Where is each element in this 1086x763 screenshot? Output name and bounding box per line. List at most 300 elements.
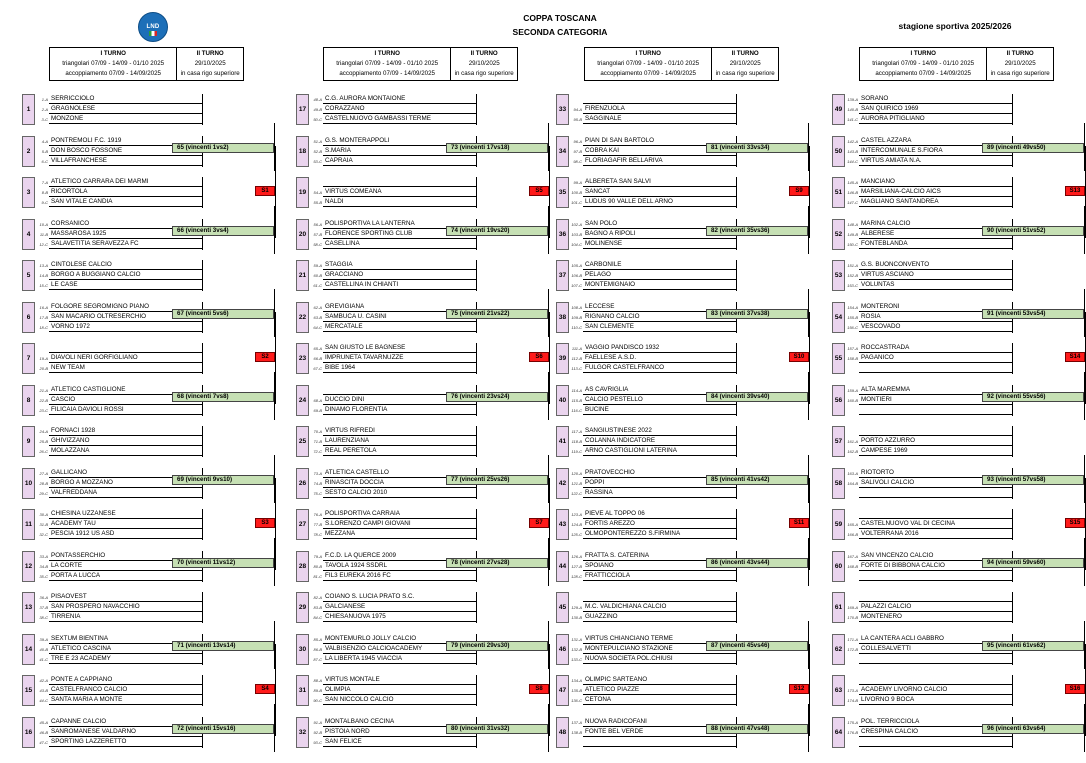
- semifinal-slot: S12: [789, 684, 809, 694]
- header-text: accoppiamento 07/09 - 14/09/2025: [875, 70, 971, 77]
- team-code: 51-A: [313, 139, 322, 144]
- group-number: 40: [556, 385, 569, 416]
- team-name: SALIVOLI CALCIO: [859, 478, 1012, 488]
- team-name: ATLETICO CARRARA DEI MARMI: [49, 177, 202, 187]
- page-title: COPPA TOSCANA: [523, 13, 597, 23]
- group-number: 56: [832, 385, 845, 416]
- group-number: 14: [22, 634, 35, 665]
- team-code: 144-C: [847, 159, 858, 164]
- team-code: 27-A: [39, 471, 48, 476]
- group-number: 51: [832, 177, 845, 208]
- team-name: POLISPORTIVA CARRAIA: [323, 509, 476, 519]
- bracket-line: [736, 260, 737, 291]
- team-name: AS CAVRIGLIA: [583, 385, 736, 395]
- header-text: II TURNO: [731, 50, 759, 57]
- group-number: 24: [296, 385, 309, 416]
- team-name: MARSILIANA-CALCIO AICS: [859, 187, 1012, 197]
- team-name: LUDUS 90 VALLE DELL ARNO: [583, 197, 736, 207]
- team-name: TAVOLA 1924 SSDRL: [323, 561, 476, 571]
- team-code: 38-C: [39, 615, 48, 620]
- team-name: MONTEPULCIANO STAZIONE: [583, 644, 736, 654]
- team-name: SAN QUIRICO 1969: [859, 104, 1012, 114]
- team-name: ATLETICA CASTELLO: [323, 468, 476, 478]
- group-number: 6: [22, 302, 35, 333]
- header-text: II TURNO: [1006, 50, 1034, 57]
- team-code: 110-C: [571, 325, 582, 330]
- team-code: 109-B: [571, 315, 582, 320]
- team-code: 129-A: [571, 605, 582, 610]
- group-number: 30: [296, 634, 309, 665]
- team-code: 31-B: [39, 522, 48, 527]
- team-code: 4-A: [41, 139, 48, 144]
- team-name: FLORIAGAFIR BELLARIVA: [583, 156, 736, 166]
- winner-slot: 88 (vincenti 47vs48): [706, 724, 808, 734]
- team-name: LA CANTERA ACLI GABBRO: [859, 634, 1012, 644]
- group-number: 13: [22, 592, 35, 623]
- team-code: 169-A: [847, 605, 858, 610]
- header-text: I TURNO: [910, 50, 936, 57]
- group-number: 5: [22, 260, 35, 291]
- team-code: 154-A: [847, 305, 858, 310]
- team-name: SAN POLO: [583, 219, 736, 229]
- team-code: 73-A: [313, 471, 322, 476]
- bracket-line: [476, 426, 477, 457]
- team-name: SANROMANESE VALDARNO: [49, 727, 202, 737]
- semifinal-slot: S11: [789, 518, 809, 528]
- group-number: 39: [556, 343, 569, 374]
- team-code: 128-C: [571, 574, 582, 579]
- team-name: VIRTUS MONTALE: [323, 675, 476, 685]
- winner-slot: 95 (vincenti 61vs62): [982, 641, 1084, 651]
- team-code: 56-A: [313, 222, 322, 227]
- team-code: 32-C: [39, 532, 48, 537]
- team-code: 151-A: [847, 263, 858, 268]
- team-code: 10-A: [39, 222, 48, 227]
- winner-slot: 84 (vincenti 39vs40): [706, 392, 808, 402]
- team-code: 16-A: [39, 305, 48, 310]
- team-name: [859, 426, 1012, 436]
- team-code: 30-A: [39, 512, 48, 517]
- team-name: PISTOIA NORD: [323, 727, 476, 737]
- team-name: MAGLIANO SANTANDREA: [859, 197, 1012, 207]
- team-name: GUAZZINO: [583, 612, 736, 622]
- team-code: 133-C: [571, 657, 582, 662]
- semifinal-slot: S3: [255, 518, 275, 528]
- team-code: 172-B: [847, 647, 858, 652]
- team-name: SESTO CALCIO 2010: [323, 488, 476, 498]
- team-code: 66-B: [313, 356, 322, 361]
- team-code: 101-C: [571, 200, 582, 205]
- group-number: 26: [296, 468, 309, 499]
- group-number: 60: [832, 551, 845, 582]
- team-code: 87-C: [313, 657, 322, 662]
- team-code: 140-B: [847, 107, 858, 112]
- team-name: VIRTUS COMEANA: [323, 187, 476, 197]
- bracket-line: [1012, 675, 1013, 706]
- team-code: 119-C: [571, 449, 582, 454]
- team-name: POLISPORTIVA LA LANTERNA: [323, 219, 476, 229]
- team-name: OLMOPONTEREZZO S.FIRMINA: [583, 529, 736, 539]
- team-code: 143-B: [847, 149, 858, 154]
- team-code: 102-A: [571, 222, 582, 227]
- team-name: LECCESE: [583, 302, 736, 312]
- team-name: MONTIERI: [859, 395, 1012, 405]
- header-text: accoppiamento 07/09 - 14/09/2025: [600, 70, 696, 77]
- winner-slot: 65 (vincenti 1vs2): [172, 143, 274, 153]
- header-text: 29/10/2025: [729, 60, 761, 67]
- winner-slot: 68 (vincenti 7vs8): [172, 392, 274, 402]
- team-code: 33-A: [39, 554, 48, 559]
- team-code: 147-C: [847, 200, 858, 205]
- team-name: PORTO AZZURRO: [859, 436, 1012, 446]
- winner-slot: 82 (vincenti 35vs36): [706, 226, 808, 236]
- bracket-line: [1012, 343, 1013, 374]
- group-number: 64: [832, 717, 845, 748]
- winner-slot: 78 (vincenti 27vs28): [446, 558, 548, 568]
- semifinal-slot: S15: [1065, 518, 1085, 528]
- team-name: LE CASE: [49, 280, 202, 290]
- team-name: RIOTORTO: [859, 468, 1012, 478]
- bracket-line: [275, 478, 276, 570]
- team-code: 174-B: [847, 698, 858, 703]
- team-code: 57-B: [313, 232, 322, 237]
- team-name: VESCOVADO: [859, 322, 1012, 332]
- team-code: 40-B: [39, 647, 48, 652]
- winner-slot: 91 (vincenti 53vs54): [982, 309, 1084, 319]
- bracket-line: [202, 177, 203, 208]
- team-code: 60-B: [313, 273, 322, 278]
- team-name: VIRTUS RIFREDI: [323, 426, 476, 436]
- team-code: 15-C: [39, 283, 48, 288]
- team-name: CETONA: [583, 695, 736, 705]
- team-name: MANCIANO: [859, 177, 1012, 187]
- team-code: 175-A: [847, 720, 858, 725]
- team-name: MASSAROSA 1925: [49, 229, 202, 239]
- group-number: 21: [296, 260, 309, 291]
- team-name: VOLUNTAS: [859, 280, 1012, 290]
- team-code: 114-A: [571, 388, 582, 393]
- winner-slot: 74 (vincenti 19vs20): [446, 226, 548, 236]
- team-name: PRATOVECCHIO: [583, 468, 736, 478]
- group-number: 8: [22, 385, 35, 416]
- team-code: 14-B: [39, 273, 48, 278]
- team-name: RINASCITA DOCCIA: [323, 478, 476, 488]
- bracket-line: [1012, 177, 1013, 208]
- group-number: 1: [22, 94, 35, 125]
- team-name: FILICAIA DAVIOLI ROSSI: [49, 405, 202, 415]
- team-name: PONTREMOLI F.C. 1919: [49, 136, 202, 146]
- group-number: 15: [22, 675, 35, 706]
- team-code: 170-B: [847, 615, 858, 620]
- team-name: PISAOVEST: [49, 592, 202, 602]
- team-name: PONTASSERCHIO: [49, 551, 202, 561]
- team-name: FULGOR CASTELFRANCO: [583, 363, 736, 373]
- header-text: triangolari 07/09 - 14/09 - 01/10 2025: [872, 60, 975, 67]
- bracket-line: [736, 675, 737, 706]
- semifinal-slot: S16: [1065, 684, 1085, 694]
- bracket-line: [476, 177, 477, 208]
- team-code: 93-C: [313, 740, 322, 745]
- header-text: I TURNO: [100, 50, 126, 57]
- winner-slot: 85 (vincenti 41vs42): [706, 475, 808, 485]
- team-name: ATLETICO CASTIGLIONE: [49, 385, 202, 395]
- group-number: 47: [556, 675, 569, 706]
- team-code: 155-B: [847, 315, 858, 320]
- group-number: 16: [22, 717, 35, 748]
- winner-slot: 92 (vincenti 55vs56): [982, 392, 1084, 402]
- team-code: 113-C: [571, 366, 582, 371]
- page-subtitle: SECONDA CATEGORIA: [512, 27, 608, 37]
- team-code: 13-A: [39, 263, 48, 268]
- winner-slot: 80 (vincenti 31vs32): [446, 724, 548, 734]
- team-code: 18-C: [39, 325, 48, 330]
- bracket-line: [549, 644, 550, 736]
- team-code: 41-C: [39, 657, 48, 662]
- group-number: 55: [832, 343, 845, 374]
- team-name: PELAGO: [583, 270, 736, 280]
- team-code: 158-B: [847, 356, 858, 361]
- bracket-line: [476, 675, 477, 706]
- team-name: PIAN DI SAN BARTOLO: [583, 136, 736, 146]
- team-name: SANGIUSTINESE 2022: [583, 426, 736, 436]
- semifinal-slot: S13: [1065, 186, 1085, 196]
- team-code: 107-C: [571, 283, 582, 288]
- semifinal-slot: S6: [529, 352, 549, 362]
- group-number: 7: [22, 343, 35, 374]
- team-code: 126-A: [571, 554, 582, 559]
- team-code: 116-C: [571, 408, 582, 413]
- team-code: 162-B: [847, 449, 858, 454]
- team-code: 29-C: [39, 491, 48, 496]
- team-name: DUCCIO DINI: [323, 395, 476, 405]
- team-name: CORAZZANO: [323, 104, 476, 114]
- team-code: 96-A: [573, 139, 582, 144]
- team-name: ATLETICO PIAZZE: [583, 685, 736, 695]
- team-name: PESCIA 1912 US ASD: [49, 529, 202, 539]
- team-code: 1-A: [41, 97, 48, 102]
- team-name: FRATTICCIOLA: [583, 571, 736, 581]
- team-name: SAGGINALE: [583, 114, 736, 124]
- team-name: VIRTUS AMIATA N.A.: [859, 156, 1012, 166]
- group-number: 4: [22, 219, 35, 250]
- team-name: C.G. AURORA MONTAIONE: [323, 94, 476, 104]
- semifinal-slot: S8: [529, 684, 549, 694]
- bracket-line: [549, 146, 550, 238]
- team-name: ACADEMY TAU: [49, 519, 202, 529]
- bracket-line: [275, 146, 276, 238]
- header-text: triangolari 07/09 - 14/09 - 01/10 2025: [336, 60, 439, 67]
- group-number: 59: [832, 509, 845, 540]
- team-name: S.LORENZO CAMPI GIOVANI: [323, 519, 476, 529]
- team-name: SAN PROSPERO NAVACCHIO: [49, 602, 202, 612]
- team-code: 6-C: [41, 159, 48, 164]
- team-code: 160-B: [847, 398, 858, 403]
- team-code: 21-A: [39, 388, 48, 393]
- team-name: COBRA KAI: [583, 146, 736, 156]
- winner-slot: 81 (vincenti 33vs34): [706, 143, 808, 153]
- team-code: 17-B: [39, 315, 48, 320]
- team-name: SANTA MARIA A MONTE: [49, 695, 202, 705]
- team-name: SERRICCIOLO: [49, 94, 202, 104]
- team-name: ROSIA: [859, 312, 1012, 322]
- bracket-line: [202, 260, 203, 291]
- group-number: 29: [296, 592, 309, 623]
- team-code: 82-A: [313, 595, 322, 600]
- team-code: 164-B: [847, 481, 858, 486]
- team-name: CINTOLESE CALCIO: [49, 260, 202, 270]
- team-code: 127-B: [571, 564, 582, 569]
- team-name: ACADEMY LIVORNO CALCIO: [859, 685, 1012, 695]
- team-code: 8-B: [41, 190, 48, 195]
- team-code: 148-A: [847, 222, 858, 227]
- team-name: LAURENZIANA: [323, 436, 476, 446]
- bracket-line: [275, 312, 276, 404]
- team-name: POPPI: [583, 478, 736, 488]
- group-number: 9: [22, 426, 35, 457]
- team-code: 167-A: [847, 554, 858, 559]
- group-number: 63: [832, 675, 845, 706]
- team-name: GRACCIANO: [323, 270, 476, 280]
- team-name: COIANO S. LUCIA PRATO S.C.: [323, 592, 476, 602]
- team-code: 24-A: [39, 429, 48, 434]
- winner-slot: 77 (vincenti 25vs26): [446, 475, 548, 485]
- team-name: DIAVOLI NERI GORFIGLIANO: [49, 353, 202, 363]
- team-name: DON BOSCO FOSSONE: [49, 146, 202, 156]
- winner-slot: 72 (vincenti 15vs16): [172, 724, 274, 734]
- team-name: VIRTUS ASCIANO: [859, 270, 1012, 280]
- team-name: CHIESANUOVA 1975: [323, 612, 476, 622]
- team-code: 42-A: [39, 678, 48, 683]
- bracket-line: [1012, 509, 1013, 540]
- group-number: 33: [556, 94, 569, 125]
- team-code: 12-C: [39, 242, 48, 247]
- group-number: 42: [556, 468, 569, 499]
- group-number: 50: [832, 136, 845, 167]
- team-code: 47-C: [39, 740, 48, 745]
- team-name: NUOVA RADICOFANI: [583, 717, 736, 727]
- team-code: 149-B: [847, 232, 858, 237]
- team-name: ARNO CASTIGLIONI LATERINA: [583, 446, 736, 456]
- team-code: 37-B: [39, 605, 48, 610]
- group-number: 20: [296, 219, 309, 250]
- team-name: SORANO: [859, 94, 1012, 104]
- team-name: LA CORTE: [49, 561, 202, 571]
- team-code: 97-B: [573, 149, 582, 154]
- group-number: 18: [296, 136, 309, 167]
- team-name: F.C.D. LA QUERCE 2009: [323, 551, 476, 561]
- team-code: 88-A: [313, 678, 322, 683]
- group-number: 27: [296, 509, 309, 540]
- bracket-line: [809, 644, 810, 736]
- team-name: MERCATALE: [323, 322, 476, 332]
- team-name: SAN VITALE CANDIA: [49, 197, 202, 207]
- bracket-line: [549, 312, 550, 404]
- winner-slot: 87 (vincenti 45vs46): [706, 641, 808, 651]
- team-name: CHIESINA UZZANESE: [49, 509, 202, 519]
- bracket-line: [476, 592, 477, 623]
- bracket-line: [476, 260, 477, 291]
- team-name: [859, 363, 1012, 373]
- team-code: 61-C: [313, 283, 322, 288]
- team-name: COLANNA INDICATORE: [583, 436, 736, 446]
- team-name: [583, 94, 736, 104]
- bracket-line: [202, 343, 203, 374]
- team-code: 72-C: [313, 449, 322, 454]
- team-code: 70-A: [313, 429, 322, 434]
- team-name: BORGO A MOZZANO: [49, 478, 202, 488]
- team-name: BUCINE: [583, 405, 736, 415]
- team-name: NUOVA SOCIETA POL.CHIUSI: [583, 654, 736, 664]
- bracket-line: [736, 426, 737, 457]
- team-code: 50-C: [313, 117, 322, 122]
- group-number: 61: [832, 592, 845, 623]
- team-code: 137-A: [571, 720, 582, 725]
- team-code: 124-B: [571, 522, 582, 527]
- team-name: PIEVE AL TOPPO 06: [583, 509, 736, 519]
- team-name: FORTE DI BIBBONA CALCIO: [859, 561, 1012, 571]
- bracket-line: [736, 343, 737, 374]
- team-name: FONTE BEL VERDE: [583, 727, 736, 737]
- group-number: 62: [832, 634, 845, 665]
- team-name: S.MARIA: [323, 146, 476, 156]
- team-code: 28-B: [39, 481, 48, 486]
- team-code: 131-A: [571, 637, 582, 642]
- team-code: 120-A: [571, 471, 582, 476]
- group-number: 35: [556, 177, 569, 208]
- team-name: VOLTERRANA 2016: [859, 529, 1012, 539]
- team-name: CASTELNUOVO GAMBASSI TERME: [323, 114, 476, 124]
- team-code: 130-B: [571, 615, 582, 620]
- team-code: 2-A: [41, 107, 48, 112]
- team-code: 139-A: [847, 97, 858, 102]
- team-name: FIRENZUOLA: [583, 104, 736, 114]
- team-name: CRESPINA CALCIO: [859, 727, 1012, 737]
- bracket-line: [809, 312, 810, 404]
- team-name: STAGGIA: [323, 260, 476, 270]
- team-name: FLORENCE SPORTING CLUB: [323, 229, 476, 239]
- team-code: 49-B: [313, 107, 322, 112]
- bracket-line: [476, 343, 477, 374]
- team-code: 173-A: [847, 688, 858, 693]
- team-name: M.C. VALDICHIANA CALCIO: [583, 602, 736, 612]
- team-name: INTERCOMUNALE S.FIORA: [859, 146, 1012, 156]
- team-name: GHIVIZZANO: [49, 436, 202, 446]
- team-code: 108-A: [571, 305, 582, 310]
- team-name: CAPANNE CALCIO: [49, 717, 202, 727]
- semifinal-slot: S7: [529, 518, 549, 528]
- team-name: MONTERONI: [859, 302, 1012, 312]
- team-code: 171-A: [847, 637, 858, 642]
- round-header: [323, 47, 518, 81]
- team-name: [583, 737, 736, 747]
- group-number: 23: [296, 343, 309, 374]
- team-name: MONZONE: [49, 114, 202, 124]
- team-code: 152-B: [847, 273, 858, 278]
- team-name: ATLETICO CASCINA: [49, 644, 202, 654]
- team-code: 100-B: [571, 190, 582, 195]
- semifinal-slot: S9: [789, 186, 809, 196]
- group-number: 17: [296, 94, 309, 125]
- bracket-line: [736, 94, 737, 125]
- team-code: 86-B: [313, 647, 322, 652]
- semifinal-slot: S4: [255, 684, 275, 694]
- team-name: VIRTUS CHIANCIANO TERME: [583, 634, 736, 644]
- team-name: GALCIANESE: [323, 602, 476, 612]
- team-code: 5-B: [41, 149, 48, 154]
- team-code: 123-A: [571, 512, 582, 517]
- turno2-header: [177, 48, 243, 80]
- bracket-line: [549, 478, 550, 570]
